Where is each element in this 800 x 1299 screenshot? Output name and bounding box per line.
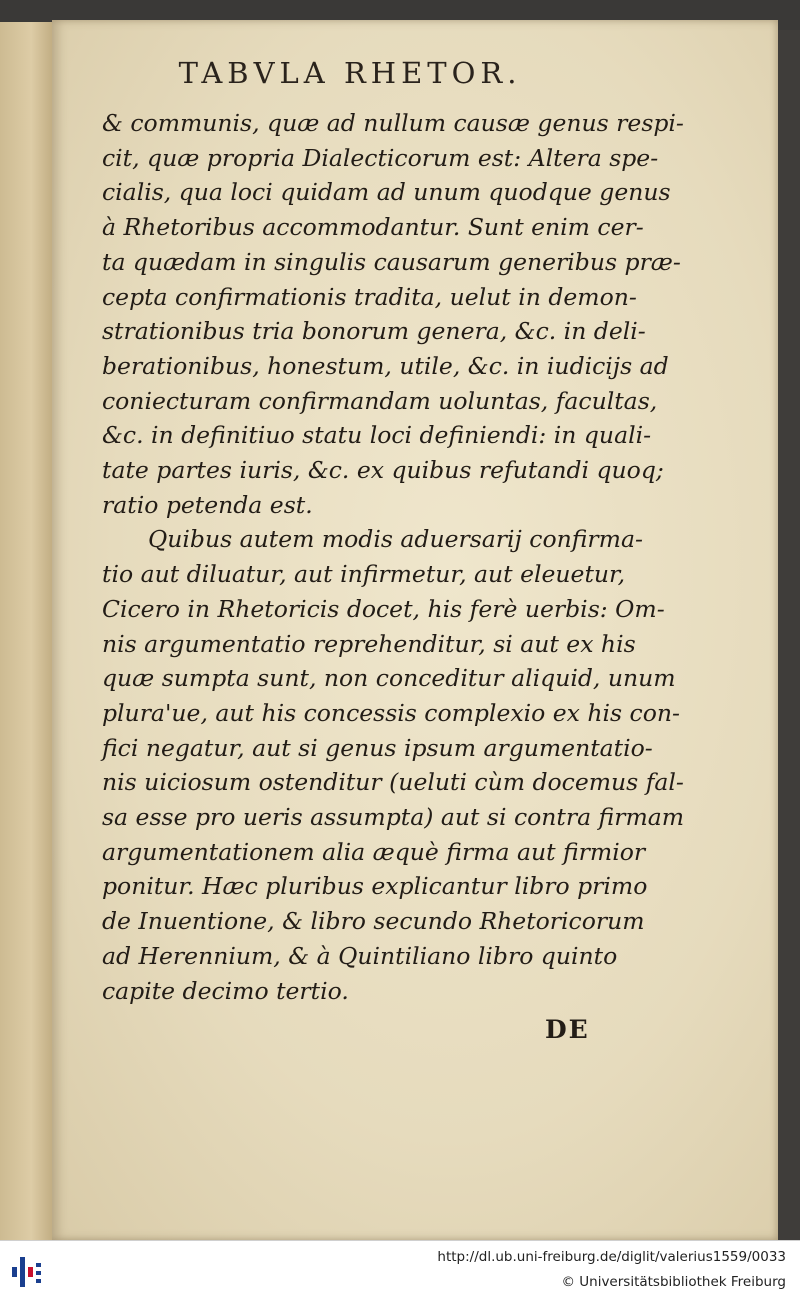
text-line: quæ sumpta sunt, non conceditur aliquid, unum (102, 664, 676, 693)
text-line: ad Herennium, & à Quintiliano libro quinto (102, 941, 618, 970)
text-line: nis argumentatio reprehenditur, si aut ex his (102, 629, 636, 658)
text-line: de Inuentione, & libro secundo Rhetoricorum (102, 907, 645, 936)
text-line: fici negatur, aut si genus ipsum argumentatio- (102, 733, 653, 762)
text-line: & communis, quæ ad nullum causæ genus respi- (102, 109, 684, 137)
text-line: à Rhetoribus accommodantur. Sunt enim cer- (102, 213, 644, 242)
text-line: ponitur. Hæc pluribus explicantur libro primo (102, 872, 648, 901)
text-line: berationibus, honestum, utile, &c. in iudicijs ad (102, 351, 669, 380)
text-line: Quibus autem modis aduersarij confirma- (148, 525, 643, 554)
text-line: sa esse pro ueris assumpta) aut si contra firmam (102, 803, 685, 832)
ub-freiburg-logo-icon (10, 1251, 50, 1291)
text-line: cialis, qua loci quidam ad unum quodque genus (102, 178, 671, 207)
text-line: ratio petenda est. (102, 490, 313, 519)
footer-bar (0, 1240, 800, 1299)
page-text (102, 106, 685, 1008)
text-line: tio aut diluatur, aut infirmetur, aut eleuetur, (102, 560, 626, 589)
text-line: nis uiciosum ostenditur (ueluti cùm docemus fal- (102, 768, 684, 797)
text-line: Cicero in Rhetoricis docet, his ferè uerbis: Om- (102, 594, 665, 623)
running-header: TABVLA RHETOR. (178, 56, 522, 90)
text-line: cepta confirmationis tradita, uelut in demon- (102, 282, 637, 311)
text-line: plura'ue, aut his concessis complexio ex his con- (102, 698, 680, 727)
catchword: DE (545, 1015, 590, 1044)
text-line: tate partes iuris, &c. ex quibus refutandi quoq; (102, 456, 664, 485)
text-line: argumentationem alia æquè firma aut firmior (102, 837, 646, 866)
text-line: capite decimo tertio. (102, 976, 349, 1005)
text-line: strationibus tria bonorum genera, &c. in deli- (102, 317, 646, 346)
copyright-notice: © Universitätsbibliothek Freiburg (561, 1274, 786, 1290)
text-line: cit, quæ propria Dialecticorum est: Altera spe- (102, 143, 659, 172)
right-page-edge (778, 30, 800, 1240)
permalink-url[interactable]: http://dl.ub.uni-freiburg.de/diglit/valerius1559/0033 (437, 1249, 786, 1265)
text-line: ta quædam in singulis causarum generibus præ- (102, 247, 681, 276)
left-page-edge (0, 22, 54, 1240)
text-line: &c. in definitiuo statu loci definiendi: in quali- (102, 421, 652, 450)
text-line: coniecturam confirmandam uoluntas, facultas, (102, 386, 658, 415)
